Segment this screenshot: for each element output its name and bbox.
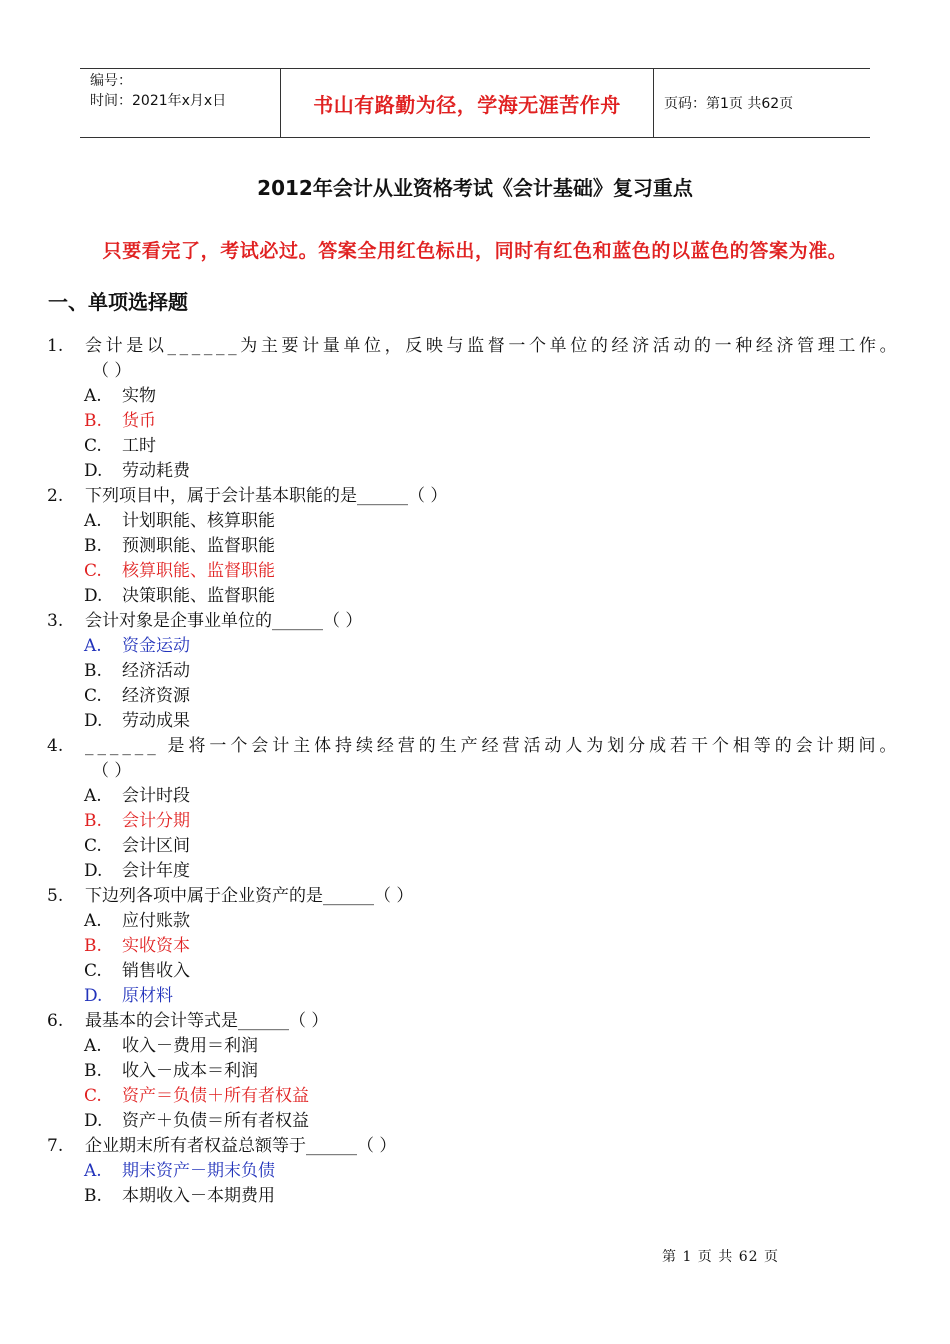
option-item	[0, 1159, 950, 1184]
option-item	[0, 984, 950, 1009]
option-text: 劳动耗费	[122, 461, 190, 481]
option-letter: C.	[84, 961, 102, 981]
option-item	[0, 434, 950, 459]
option-item	[0, 659, 950, 684]
question-line	[0, 734, 950, 759]
option-letter: B.	[84, 411, 102, 431]
number-label: 编号：	[90, 73, 132, 89]
option-item	[0, 459, 950, 484]
question-number: 5.	[47, 886, 64, 906]
option-item	[0, 859, 950, 884]
option-text: 会计时段	[122, 786, 190, 806]
question-line	[0, 884, 950, 909]
question-line	[0, 334, 950, 359]
section-heading: 一、单项选择题	[48, 290, 188, 314]
option-letter: A.	[84, 511, 102, 531]
option-text: 资金运动	[122, 636, 190, 656]
question-paren-line	[0, 359, 950, 384]
page-footer: 第 1 页 共 62 页	[662, 1249, 779, 1265]
question-number: 7.	[47, 1136, 64, 1156]
option-text: 计划职能、核算职能	[122, 511, 275, 531]
question-text: 会 计 是 以 _ _ _ _ _ _ 为 主 要 计 量 单 位 ， 反 映 与 监 督 一 个 单 位 的 经 济 活 动 的 一 种 经 济 管 理 工 作 。	[85, 336, 897, 356]
option-item	[0, 809, 950, 834]
document-title: 2012年会计从业资格考试《会计基础》复习重点	[257, 176, 693, 200]
option-text: 工时	[122, 436, 156, 456]
option-item	[0, 709, 950, 734]
option-item	[0, 1059, 950, 1084]
option-item	[0, 584, 950, 609]
option-text: 会计年度	[122, 861, 190, 881]
option-text: 资产＝负债＋所有者权益	[122, 1086, 309, 1106]
option-text: 资产＋负债＝所有者权益	[122, 1111, 309, 1131]
option-letter: B.	[84, 936, 102, 956]
option-text: 货币	[122, 411, 156, 431]
notice-text: 只要看完了，考试必过。答案全用红色标出，同时有红色和蓝色的以蓝色的答案为准。	[102, 240, 848, 262]
question-number: 1.	[47, 336, 64, 356]
option-letter: D.	[84, 586, 103, 606]
option-text: 实收资本	[122, 936, 190, 956]
time-label: 时间：2021年x月x日	[90, 93, 227, 109]
question-list	[0, 334, 950, 1209]
option-letter: A.	[84, 386, 102, 406]
option-letter: C.	[84, 836, 102, 856]
option-letter: C.	[84, 436, 102, 456]
option-letter: D.	[84, 986, 103, 1006]
option-letter: A.	[84, 636, 102, 656]
question-line	[0, 609, 950, 634]
option-letter: A.	[84, 786, 102, 806]
option-letter: D.	[84, 461, 103, 481]
option-text: 经济资源	[122, 686, 190, 706]
option-letter: D.	[84, 1111, 103, 1131]
option-letter: A.	[84, 911, 102, 931]
option-text: 原材料	[122, 986, 173, 1006]
question-line	[0, 484, 950, 509]
option-text: 核算职能、监督职能	[122, 561, 275, 581]
question-text: 最基本的会计等式是______（ ）	[85, 1011, 329, 1031]
question-number: 4.	[47, 736, 64, 756]
question-text: 会计对象是企事业单位的______（ ）	[85, 611, 363, 631]
question-line	[0, 1009, 950, 1034]
option-item	[0, 684, 950, 709]
header-meta-cell	[80, 69, 281, 137]
header-motto-cell	[281, 69, 654, 137]
option-text: 劳动成果	[122, 711, 190, 731]
question-line	[0, 1134, 950, 1159]
answer-paren: （ ）	[92, 761, 132, 781]
option-item	[0, 834, 950, 859]
option-text: 收入－费用＝利润	[122, 1036, 258, 1056]
option-letter: B.	[84, 811, 102, 831]
option-item	[0, 784, 950, 809]
option-text: 经济活动	[122, 661, 190, 681]
option-item	[0, 634, 950, 659]
option-item	[0, 934, 950, 959]
option-letter: A.	[84, 1161, 102, 1181]
option-text: 预测职能、监督职能	[122, 536, 275, 556]
question-number: 2.	[47, 486, 64, 506]
option-text: 本期收入－本期费用	[122, 1186, 275, 1206]
option-item	[0, 1034, 950, 1059]
question-text: 下边列各项中属于企业资产的是______（ ）	[85, 886, 414, 906]
option-letter: B.	[84, 1186, 102, 1206]
option-letter: B.	[84, 1061, 102, 1081]
answer-paren: （ ）	[92, 361, 132, 381]
question-text: _ _ _ _ _ _ 是 将 一 个 会 计 主 体 持 续 经 营 的 生 产 经 营 活 动 人 为 划 分 成 若 干 个 相 等 的 会 计 期 间 。	[85, 736, 897, 756]
page-info: 页码：第1页 共62页	[664, 96, 794, 112]
question-paren-line	[0, 759, 950, 784]
option-text: 会计区间	[122, 836, 190, 856]
option-item	[0, 1084, 950, 1109]
option-text: 收入－成本＝利润	[122, 1061, 258, 1081]
option-text: 会计分期	[122, 811, 190, 831]
option-letter: B.	[84, 536, 102, 556]
option-letter: D.	[84, 711, 103, 731]
option-item	[0, 1184, 950, 1209]
option-letter: A.	[84, 1036, 102, 1056]
option-item	[0, 959, 950, 984]
option-text: 销售收入	[122, 961, 190, 981]
header-table	[80, 68, 870, 138]
option-item	[0, 384, 950, 409]
option-letter: C.	[84, 561, 102, 581]
option-text: 实物	[122, 386, 156, 406]
motto: 书山有路勤为径，学海无涯苦作舟	[313, 92, 621, 117]
question-text: 企业期末所有者权益总额等于______（ ）	[85, 1136, 397, 1156]
option-item	[0, 409, 950, 434]
option-item	[0, 909, 950, 934]
option-letter: C.	[84, 1086, 102, 1106]
option-item	[0, 509, 950, 534]
option-item	[0, 559, 950, 584]
option-letter: B.	[84, 661, 102, 681]
question-text: 下列项目中，属于会计基本职能的是______（ ）	[85, 486, 448, 506]
option-letter: C.	[84, 686, 102, 706]
option-text: 应付账款	[122, 911, 190, 931]
option-text: 期末资产－期末负债	[122, 1161, 275, 1181]
option-text: 决策职能、监督职能	[122, 586, 275, 606]
option-item	[0, 534, 950, 559]
question-number: 3.	[47, 611, 64, 631]
header-page-cell	[654, 69, 870, 137]
option-item	[0, 1109, 950, 1134]
question-number: 6.	[47, 1011, 64, 1031]
option-letter: D.	[84, 861, 103, 881]
